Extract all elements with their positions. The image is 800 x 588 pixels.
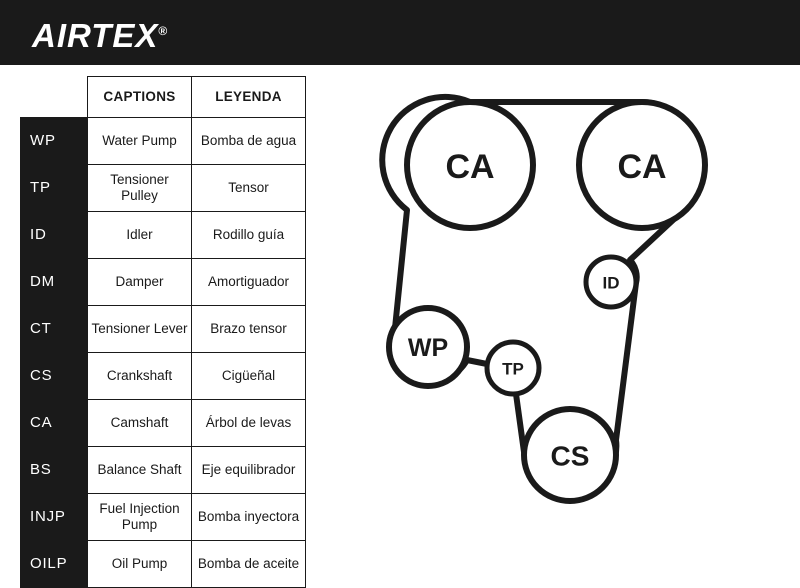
table-row: [21, 212, 306, 259]
table-row: [21, 494, 306, 541]
legend-code-wp: WP: [21, 118, 88, 165]
legend-header-row: [21, 77, 306, 118]
legend-code-dm: DM: [21, 259, 88, 306]
table-row: [21, 353, 306, 400]
timing-belt-diagram: [330, 70, 790, 510]
pulley-label-camshaft-left: CA: [445, 148, 495, 186]
brand-logo: [32, 14, 167, 53]
legend-header-captions: CAPTIONS: [88, 77, 192, 118]
legend-code-bs: BS: [21, 447, 88, 494]
table-row: [21, 447, 306, 494]
pulley-label-water-pump: WP: [407, 334, 449, 362]
legend-caption-bs: Balance Shaft: [88, 447, 192, 494]
legend-caption-injp: Fuel Injection Pump: [88, 494, 192, 541]
table-row: [21, 259, 306, 306]
table-row: [21, 165, 306, 212]
legend-leyenda-cs: Cigüeñal: [192, 353, 306, 400]
legend-caption-dm: Damper: [88, 259, 192, 306]
legend-code-id: ID: [21, 212, 88, 259]
legend-header-leyenda: LEYENDA: [192, 77, 306, 118]
legend-caption-ct: Tensioner Lever: [88, 306, 192, 353]
legend-code-oilp: OILP: [21, 541, 88, 588]
legend-leyenda-ct: Brazo tensor: [192, 306, 306, 353]
pulley-label-crankshaft: CS: [550, 440, 590, 472]
legend-leyenda-tp: Tensor: [192, 165, 306, 212]
legend-caption-id: Idler: [88, 212, 192, 259]
legend-leyenda-bs: Eje equilibrador: [192, 447, 306, 494]
legend-leyenda-injp: Bomba inyectora: [192, 494, 306, 541]
legend-code-ca: CA: [21, 400, 88, 447]
legend-header-code: [21, 77, 88, 118]
table-row: [21, 306, 306, 353]
legend-caption-cs: Crankshaft: [88, 353, 192, 400]
header-divider: [0, 62, 800, 65]
legend-caption-oilp: Oil Pump: [88, 541, 192, 588]
legend-leyenda-dm: Amortiguador: [192, 259, 306, 306]
legend-leyenda-id: Rodillo guía: [192, 212, 306, 259]
registered-trademark-icon: ®: [158, 24, 168, 38]
legend-caption-tp: Tensioner Pulley: [88, 165, 192, 212]
legend-caption-ca: Camshaft: [88, 400, 192, 447]
table-row: [21, 541, 306, 588]
belt-routing-svg: [330, 70, 790, 510]
legend-table: [20, 76, 306, 588]
legend-code-injp: INJP: [21, 494, 88, 541]
legend-code-cs: CS: [21, 353, 88, 400]
pulley-label-camshaft-right: CA: [617, 148, 667, 186]
table-row: [21, 400, 306, 447]
legend-leyenda-ca: Árbol de levas: [192, 400, 306, 447]
pulley-label-tensioner: TP: [502, 359, 524, 379]
brand-logo-text: AIRTEX: [32, 17, 159, 54]
table-row: [21, 118, 306, 165]
legend-leyenda-oilp: Bomba de aceite: [192, 541, 306, 588]
pulley-label-idler: ID: [602, 273, 620, 293]
header-band: [0, 0, 800, 62]
legend-code-ct: CT: [21, 306, 88, 353]
legend-caption-wp: Water Pump: [88, 118, 192, 165]
legend-code-tp: TP: [21, 165, 88, 212]
legend-leyenda-wp: Bomba de agua: [192, 118, 306, 165]
